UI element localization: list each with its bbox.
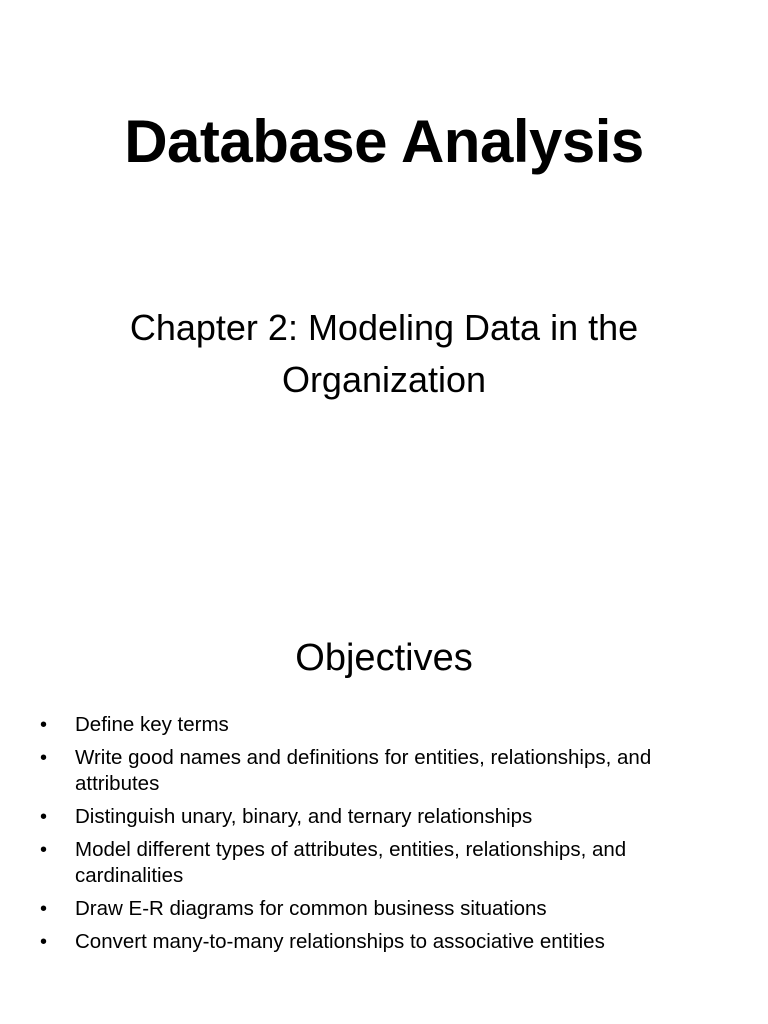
bullet-icon: • <box>40 931 48 953</box>
objective-item <box>40 804 740 830</box>
objectives-heading: Objectives <box>295 637 473 679</box>
objective-item <box>40 837 740 889</box>
bullet-icon: • <box>40 806 48 828</box>
objective-item <box>40 896 740 922</box>
objective-text: Model different types of attributes, entities, relationships, and cardinalities <box>75 838 627 887</box>
objective-text: Define key terms <box>75 713 229 736</box>
bullet-icon: • <box>40 714 48 736</box>
objective-text: Distinguish unary, binary, and ternary relationships <box>75 805 533 828</box>
objective-item <box>40 712 740 738</box>
slide-title: Database Analysis <box>124 108 644 175</box>
bullet-icon: • <box>40 898 48 920</box>
bullet-icon: • <box>40 747 48 769</box>
objective-item <box>40 929 740 955</box>
objective-text: Draw E-R diagrams for common business situations <box>75 897 547 920</box>
objective-text: Convert many-to-many relationships to associative entities <box>75 930 605 953</box>
objective-item <box>40 745 740 797</box>
objective-text: Write good names and definitions for entities, relationships, and attributes <box>75 746 652 795</box>
bullet-icon: • <box>40 839 48 861</box>
objectives-list <box>40 712 740 962</box>
slide-subtitle: Chapter 2: Modeling Data in the Organization <box>129 307 639 400</box>
